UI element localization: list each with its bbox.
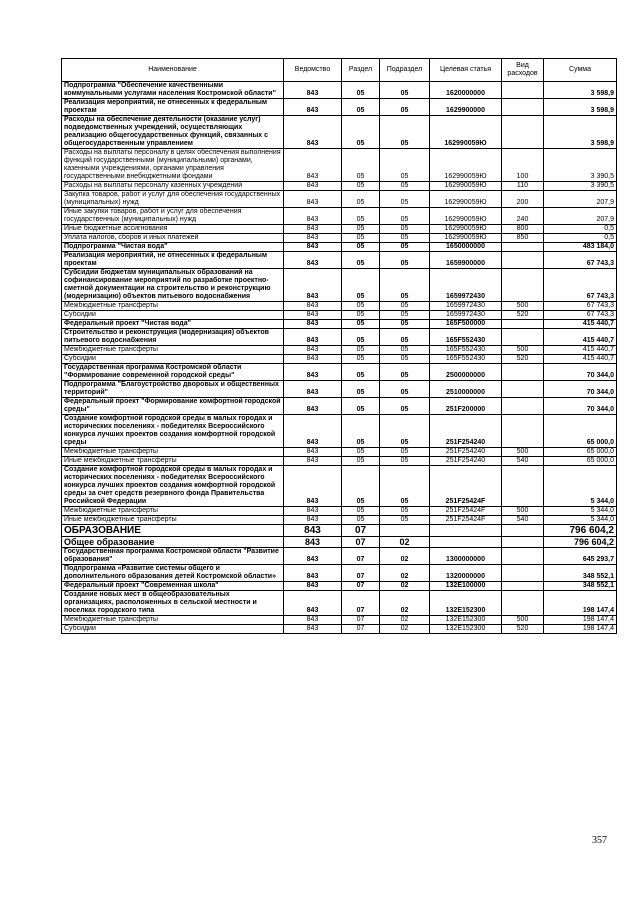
row-section: 07 — [342, 537, 380, 548]
header-section: Раздел — [342, 59, 380, 82]
table-row — [62, 582, 617, 591]
budget-table — [61, 58, 617, 634]
row-amount: 348 552,1 — [544, 582, 617, 591]
row-target: 132E152300 — [430, 625, 502, 634]
row-department: 843 — [284, 448, 342, 457]
row-expense-type: 240 — [502, 208, 544, 225]
row-target: 2510000000 — [430, 381, 502, 398]
table-row — [62, 243, 617, 252]
row-amount: 796 604,2 — [544, 537, 617, 548]
row-name: Строительство и реконструкция (модернизация) объектов питьевого водоснабжения — [62, 329, 284, 346]
row-name: Закупка товаров, работ и услуг для обеспечения государственных (муниципальных) нужд — [62, 191, 284, 208]
row-department: 843 — [284, 269, 342, 302]
row-expense-type: 500 — [502, 507, 544, 516]
header-expense-type: Вид расходов — [502, 59, 544, 82]
table-row — [62, 355, 617, 364]
row-amount: 0,5 — [544, 234, 617, 243]
row-name: Расходы на обеспечение деятельности (оказание услуг) подведомственных учреждений, осуществляющих реализацию общегосударственных функций, связанных с общегосударственным управлением — [62, 116, 284, 149]
row-section: 05 — [342, 516, 380, 525]
row-target: 132E152300 — [430, 591, 502, 616]
row-name: Подпрограмма "Чистая вода" — [62, 243, 284, 252]
table-row — [62, 548, 617, 565]
table-row — [62, 191, 617, 208]
row-section: 05 — [342, 507, 380, 516]
row-name: Иные межбюджетные трансферты — [62, 516, 284, 525]
row-section: 05 — [342, 457, 380, 466]
page-number: 357 — [592, 835, 607, 846]
row-target — [430, 537, 502, 548]
row-department: 843 — [284, 320, 342, 329]
row-section: 07 — [342, 582, 380, 591]
row-section: 05 — [342, 329, 380, 346]
row-section: 05 — [342, 243, 380, 252]
row-department: 843 — [284, 625, 342, 634]
table-row — [62, 537, 617, 548]
row-subsection: 02 — [380, 548, 430, 565]
row-name: ОБРАЗОВАНИЕ — [62, 525, 284, 537]
row-section: 05 — [342, 448, 380, 457]
row-department: 843 — [284, 191, 342, 208]
row-expense-type — [502, 269, 544, 302]
row-target: 251F254240 — [430, 448, 502, 457]
row-expense-type — [502, 537, 544, 548]
row-section: 05 — [342, 225, 380, 234]
row-name: Подпрограмма «Развитие системы общего и дополнительного образования детей Костромской области» — [62, 565, 284, 582]
row-subsection: 05 — [380, 302, 430, 311]
row-expense-type: 540 — [502, 457, 544, 466]
table-row — [62, 149, 617, 182]
table-row — [62, 625, 617, 634]
row-name: Федеральный проект "Чистая вода" — [62, 320, 284, 329]
row-name: Субсидии — [62, 355, 284, 364]
table-row — [62, 182, 617, 191]
row-section: 05 — [342, 355, 380, 364]
row-subsection: 05 — [380, 149, 430, 182]
row-target: 165F552430 — [430, 329, 502, 346]
row-expense-type: 800 — [502, 225, 544, 234]
row-name: Расходы на выплаты персоналу в целях обеспечения выполнения функций государственными (муниципальными) органами, казенными учреждениями, органами управления государственными внебюджетными фондами — [62, 149, 284, 182]
row-target: 1659900000 — [430, 252, 502, 269]
row-section: 07 — [342, 625, 380, 634]
header-amount: Сумма — [544, 59, 617, 82]
table-row — [62, 516, 617, 525]
row-department: 843 — [284, 582, 342, 591]
row-amount: 3 598,9 — [544, 99, 617, 116]
row-department: 843 — [284, 182, 342, 191]
row-department: 843 — [284, 355, 342, 364]
row-amount: 5 344,0 — [544, 466, 617, 507]
row-target: 162990059Ю — [430, 208, 502, 225]
row-name: Подпрограмма "Благоустройство дворовых и общественных территорий" — [62, 381, 284, 398]
row-subsection: 05 — [380, 381, 430, 398]
row-department: 843 — [284, 234, 342, 243]
row-department: 843 — [284, 591, 342, 616]
table-row — [62, 82, 617, 99]
row-section: 05 — [342, 269, 380, 302]
row-name: Подпрограмма "Обеспечение качественными коммунальными услугами населения Костромской области" — [62, 82, 284, 99]
row-department: 843 — [284, 616, 342, 625]
row-department: 843 — [284, 252, 342, 269]
header-row — [62, 59, 617, 82]
row-amount: 3 390,5 — [544, 149, 617, 182]
row-expense-type — [502, 398, 544, 415]
table-row — [62, 448, 617, 457]
table-row — [62, 116, 617, 149]
table-row — [62, 381, 617, 398]
row-section: 05 — [342, 116, 380, 149]
row-subsection: 05 — [380, 208, 430, 225]
row-department: 843 — [284, 243, 342, 252]
row-subsection: 02 — [380, 565, 430, 582]
row-target: 251F25424F — [430, 507, 502, 516]
row-expense-type: 500 — [502, 302, 544, 311]
header-department: Ведомство — [284, 59, 342, 82]
row-department: 843 — [284, 82, 342, 99]
row-target: 251F254240 — [430, 457, 502, 466]
row-target: 1659972430 — [430, 302, 502, 311]
row-target: 1320000000 — [430, 565, 502, 582]
row-subsection: 05 — [380, 448, 430, 457]
row-amount: 198 147,4 — [544, 616, 617, 625]
row-expense-type — [502, 565, 544, 582]
row-name: Федеральный проект "Современная школа" — [62, 582, 284, 591]
row-department: 843 — [284, 398, 342, 415]
row-amount: 70 344,0 — [544, 398, 617, 415]
table-row — [62, 457, 617, 466]
row-name: Государственная программа Костромской области "Формирование современной городской среды" — [62, 364, 284, 381]
row-subsection: 05 — [380, 252, 430, 269]
table-row — [62, 208, 617, 225]
row-section: 07 — [342, 565, 380, 582]
row-expense-type — [502, 99, 544, 116]
row-target: 251F200000 — [430, 398, 502, 415]
row-amount: 65 000,0 — [544, 457, 617, 466]
row-amount: 65 000,0 — [544, 448, 617, 457]
row-name: Межбюджетные трансферты — [62, 448, 284, 457]
row-expense-type: 520 — [502, 625, 544, 634]
row-section: 05 — [342, 149, 380, 182]
row-name: Реализация мероприятий, не отнесенных к федеральным проектам — [62, 252, 284, 269]
table-row — [62, 466, 617, 507]
row-subsection: 05 — [380, 269, 430, 302]
table-row — [62, 398, 617, 415]
row-subsection: 05 — [380, 346, 430, 355]
row-subsection: 02 — [380, 591, 430, 616]
table-row — [62, 565, 617, 582]
row-subsection: 05 — [380, 320, 430, 329]
row-amount: 348 552,1 — [544, 565, 617, 582]
row-amount: 483 184,0 — [544, 243, 617, 252]
row-amount: 70 344,0 — [544, 381, 617, 398]
row-expense-type: 100 — [502, 149, 544, 182]
table-row — [62, 415, 617, 448]
row-subsection: 02 — [380, 625, 430, 634]
row-target: 162990059Ю — [430, 225, 502, 234]
row-target: 1620000000 — [430, 82, 502, 99]
table-row — [62, 346, 617, 355]
row-expense-type — [502, 415, 544, 448]
row-department: 843 — [284, 537, 342, 548]
row-subsection: 05 — [380, 507, 430, 516]
row-department: 843 — [284, 364, 342, 381]
row-target: 1659972430 — [430, 311, 502, 320]
row-amount: 5 344,0 — [544, 507, 617, 516]
row-section: 05 — [342, 466, 380, 507]
row-amount: 65 000,0 — [544, 415, 617, 448]
row-name: Иные бюджетные ассигнования — [62, 225, 284, 234]
row-amount: 67 743,3 — [544, 311, 617, 320]
row-expense-type — [502, 548, 544, 565]
row-name: Расходы на выплаты персоналу казенных учреждений — [62, 182, 284, 191]
row-section: 05 — [342, 82, 380, 99]
row-target: 251F254240 — [430, 415, 502, 448]
row-department: 843 — [284, 507, 342, 516]
header-target: Целевая статья — [430, 59, 502, 82]
row-section: 07 — [342, 548, 380, 565]
row-expense-type — [502, 582, 544, 591]
row-expense-type: 200 — [502, 191, 544, 208]
row-expense-type: 500 — [502, 346, 544, 355]
row-department: 843 — [284, 415, 342, 448]
row-amount: 415 440,7 — [544, 355, 617, 364]
row-section: 05 — [342, 234, 380, 243]
row-amount: 198 147,4 — [544, 625, 617, 634]
row-department: 843 — [284, 466, 342, 507]
row-target — [430, 525, 502, 537]
row-target: 162990059Ю — [430, 234, 502, 243]
row-target: 162990059Ю — [430, 182, 502, 191]
row-name: Межбюджетные трансферты — [62, 616, 284, 625]
row-name: Субсидии — [62, 311, 284, 320]
row-amount: 67 743,3 — [544, 269, 617, 302]
row-section: 05 — [342, 415, 380, 448]
row-expense-type: 540 — [502, 516, 544, 525]
table-row — [62, 269, 617, 302]
header-subsection: Подраздел — [380, 59, 430, 82]
table-row — [62, 591, 617, 616]
row-expense-type — [502, 252, 544, 269]
row-expense-type: 850 — [502, 234, 544, 243]
row-department: 843 — [284, 99, 342, 116]
row-target: 251F25424F — [430, 466, 502, 507]
row-department: 843 — [284, 525, 342, 537]
row-amount: 70 344,0 — [544, 364, 617, 381]
row-subsection — [380, 525, 430, 537]
row-department: 843 — [284, 346, 342, 355]
row-target: 132E152300 — [430, 616, 502, 625]
row-target: 165F552430 — [430, 355, 502, 364]
row-expense-type — [502, 525, 544, 537]
row-subsection: 05 — [380, 243, 430, 252]
row-expense-type — [502, 116, 544, 149]
row-department: 843 — [284, 565, 342, 582]
row-target: 251F25424F — [430, 516, 502, 525]
row-subsection: 05 — [380, 364, 430, 381]
row-department: 843 — [284, 149, 342, 182]
row-amount: 645 293,7 — [544, 548, 617, 565]
row-department: 843 — [284, 329, 342, 346]
row-name: Государственная программа Костромской области "Развитие образования" — [62, 548, 284, 565]
row-section: 05 — [342, 182, 380, 191]
table-row — [62, 252, 617, 269]
row-name: Федеральный проект "Формирование комфортной городской среды" — [62, 398, 284, 415]
row-target: 1300000000 — [430, 548, 502, 565]
row-section: 05 — [342, 208, 380, 225]
row-amount: 0,5 — [544, 225, 617, 234]
table-row — [62, 320, 617, 329]
row-section: 05 — [342, 99, 380, 116]
table-row — [62, 525, 617, 537]
row-expense-type — [502, 243, 544, 252]
row-name: Уплата налогов, сборов и иных платежей — [62, 234, 284, 243]
table-row — [62, 507, 617, 516]
row-subsection: 05 — [380, 234, 430, 243]
row-section: 07 — [342, 591, 380, 616]
header-name: Наименование — [62, 59, 284, 82]
row-name: Реализация мероприятий, не отнесенных к федеральным проектам — [62, 99, 284, 116]
row-section: 05 — [342, 381, 380, 398]
row-subsection: 05 — [380, 225, 430, 234]
row-section: 05 — [342, 311, 380, 320]
row-name: Субсидии — [62, 625, 284, 634]
row-section: 05 — [342, 364, 380, 381]
row-expense-type: 500 — [502, 448, 544, 457]
row-section: 07 — [342, 525, 380, 537]
row-section: 07 — [342, 616, 380, 625]
row-amount: 198 147,4 — [544, 591, 617, 616]
row-amount: 3 598,9 — [544, 82, 617, 99]
table-row — [62, 234, 617, 243]
table-row — [62, 302, 617, 311]
row-target: 165F500000 — [430, 320, 502, 329]
row-amount: 796 604,2 — [544, 525, 617, 537]
row-department: 843 — [284, 225, 342, 234]
row-name: Иные межбюджетные трансферты — [62, 457, 284, 466]
row-subsection: 05 — [380, 116, 430, 149]
row-name: Межбюджетные трансферты — [62, 507, 284, 516]
row-department: 843 — [284, 311, 342, 320]
row-name: Иные закупки товаров, работ и услуг для обеспечения государственных (муниципальных) нужд — [62, 208, 284, 225]
row-amount: 67 743,3 — [544, 252, 617, 269]
row-amount: 415 440,7 — [544, 320, 617, 329]
table-row — [62, 616, 617, 625]
row-expense-type: 110 — [502, 182, 544, 191]
row-subsection: 05 — [380, 466, 430, 507]
row-expense-type — [502, 329, 544, 346]
row-name: Создание комфортной городской среды в малых городах и исторических поселениях - победителях Всероссийского конкурса лучших проектов создания комфортной городской среды — [62, 415, 284, 448]
row-expense-type — [502, 364, 544, 381]
row-subsection: 05 — [380, 99, 430, 116]
row-amount: 207,9 — [544, 191, 617, 208]
row-amount: 3 390,5 — [544, 182, 617, 191]
row-amount: 5 344,0 — [544, 516, 617, 525]
row-section: 05 — [342, 346, 380, 355]
row-expense-type — [502, 381, 544, 398]
row-department: 843 — [284, 548, 342, 565]
row-subsection: 05 — [380, 191, 430, 208]
row-subsection: 05 — [380, 516, 430, 525]
row-amount: 3 598,9 — [544, 116, 617, 149]
table-row — [62, 364, 617, 381]
row-department: 843 — [284, 381, 342, 398]
row-subsection: 05 — [380, 415, 430, 448]
row-expense-type: 520 — [502, 311, 544, 320]
row-target: 162990059Ю — [430, 116, 502, 149]
row-amount: 415 440,7 — [544, 329, 617, 346]
row-amount: 67 743,3 — [544, 302, 617, 311]
row-name: Субсидии бюджетам муниципальных образований на софинансирование мероприятий по разработке проектно-сметной документации на строительство и реконструкцию (модернизацию) объектов питьевого водоснабжения — [62, 269, 284, 302]
row-department: 843 — [284, 116, 342, 149]
row-subsection: 02 — [380, 616, 430, 625]
table-row — [62, 225, 617, 234]
table-row — [62, 329, 617, 346]
row-subsection: 05 — [380, 398, 430, 415]
row-amount: 207,9 — [544, 208, 617, 225]
row-name: Создание новых мест в общеобразовательных организациях, расположенных в сельской местности и поселках городского типа — [62, 591, 284, 616]
row-subsection: 05 — [380, 355, 430, 364]
row-subsection: 05 — [380, 329, 430, 346]
row-target: 1629900000 — [430, 99, 502, 116]
table-row — [62, 99, 617, 116]
row-department: 843 — [284, 208, 342, 225]
row-expense-type: 520 — [502, 355, 544, 364]
row-subsection: 05 — [380, 182, 430, 191]
row-department: 843 — [284, 516, 342, 525]
row-expense-type: 500 — [502, 616, 544, 625]
row-expense-type — [502, 82, 544, 99]
row-subsection: 05 — [380, 457, 430, 466]
row-target: 2500000000 — [430, 364, 502, 381]
row-amount: 415 440,7 — [544, 346, 617, 355]
row-section: 05 — [342, 398, 380, 415]
row-name: Межбюджетные трансферты — [62, 346, 284, 355]
row-target: 162990059Ю — [430, 149, 502, 182]
row-target: 132E100000 — [430, 582, 502, 591]
row-target: 165F552430 — [430, 346, 502, 355]
row-subsection: 05 — [380, 82, 430, 99]
row-expense-type — [502, 466, 544, 507]
table-body — [62, 82, 617, 634]
row-subsection: 02 — [380, 582, 430, 591]
row-target: 162990059Ю — [430, 191, 502, 208]
row-department: 843 — [284, 457, 342, 466]
row-section: 05 — [342, 252, 380, 269]
row-expense-type — [502, 320, 544, 329]
row-name: Общее образование — [62, 537, 284, 548]
row-target: 1659972430 — [430, 269, 502, 302]
row-section: 05 — [342, 191, 380, 208]
row-section: 05 — [342, 302, 380, 311]
row-name: Создание комфортной городской среды в малых городах и исторических поселениях - победителях Всероссийского конкурса лучших проектов создания комфортной городской среды за счет средств резервного фонда Правительства Российской Федерации — [62, 466, 284, 507]
row-target: 1650000000 — [430, 243, 502, 252]
row-subsection: 02 — [380, 537, 430, 548]
row-section: 05 — [342, 320, 380, 329]
row-name: Межбюджетные трансферты — [62, 302, 284, 311]
row-subsection: 05 — [380, 311, 430, 320]
row-department: 843 — [284, 302, 342, 311]
row-expense-type — [502, 591, 544, 616]
table-row — [62, 311, 617, 320]
